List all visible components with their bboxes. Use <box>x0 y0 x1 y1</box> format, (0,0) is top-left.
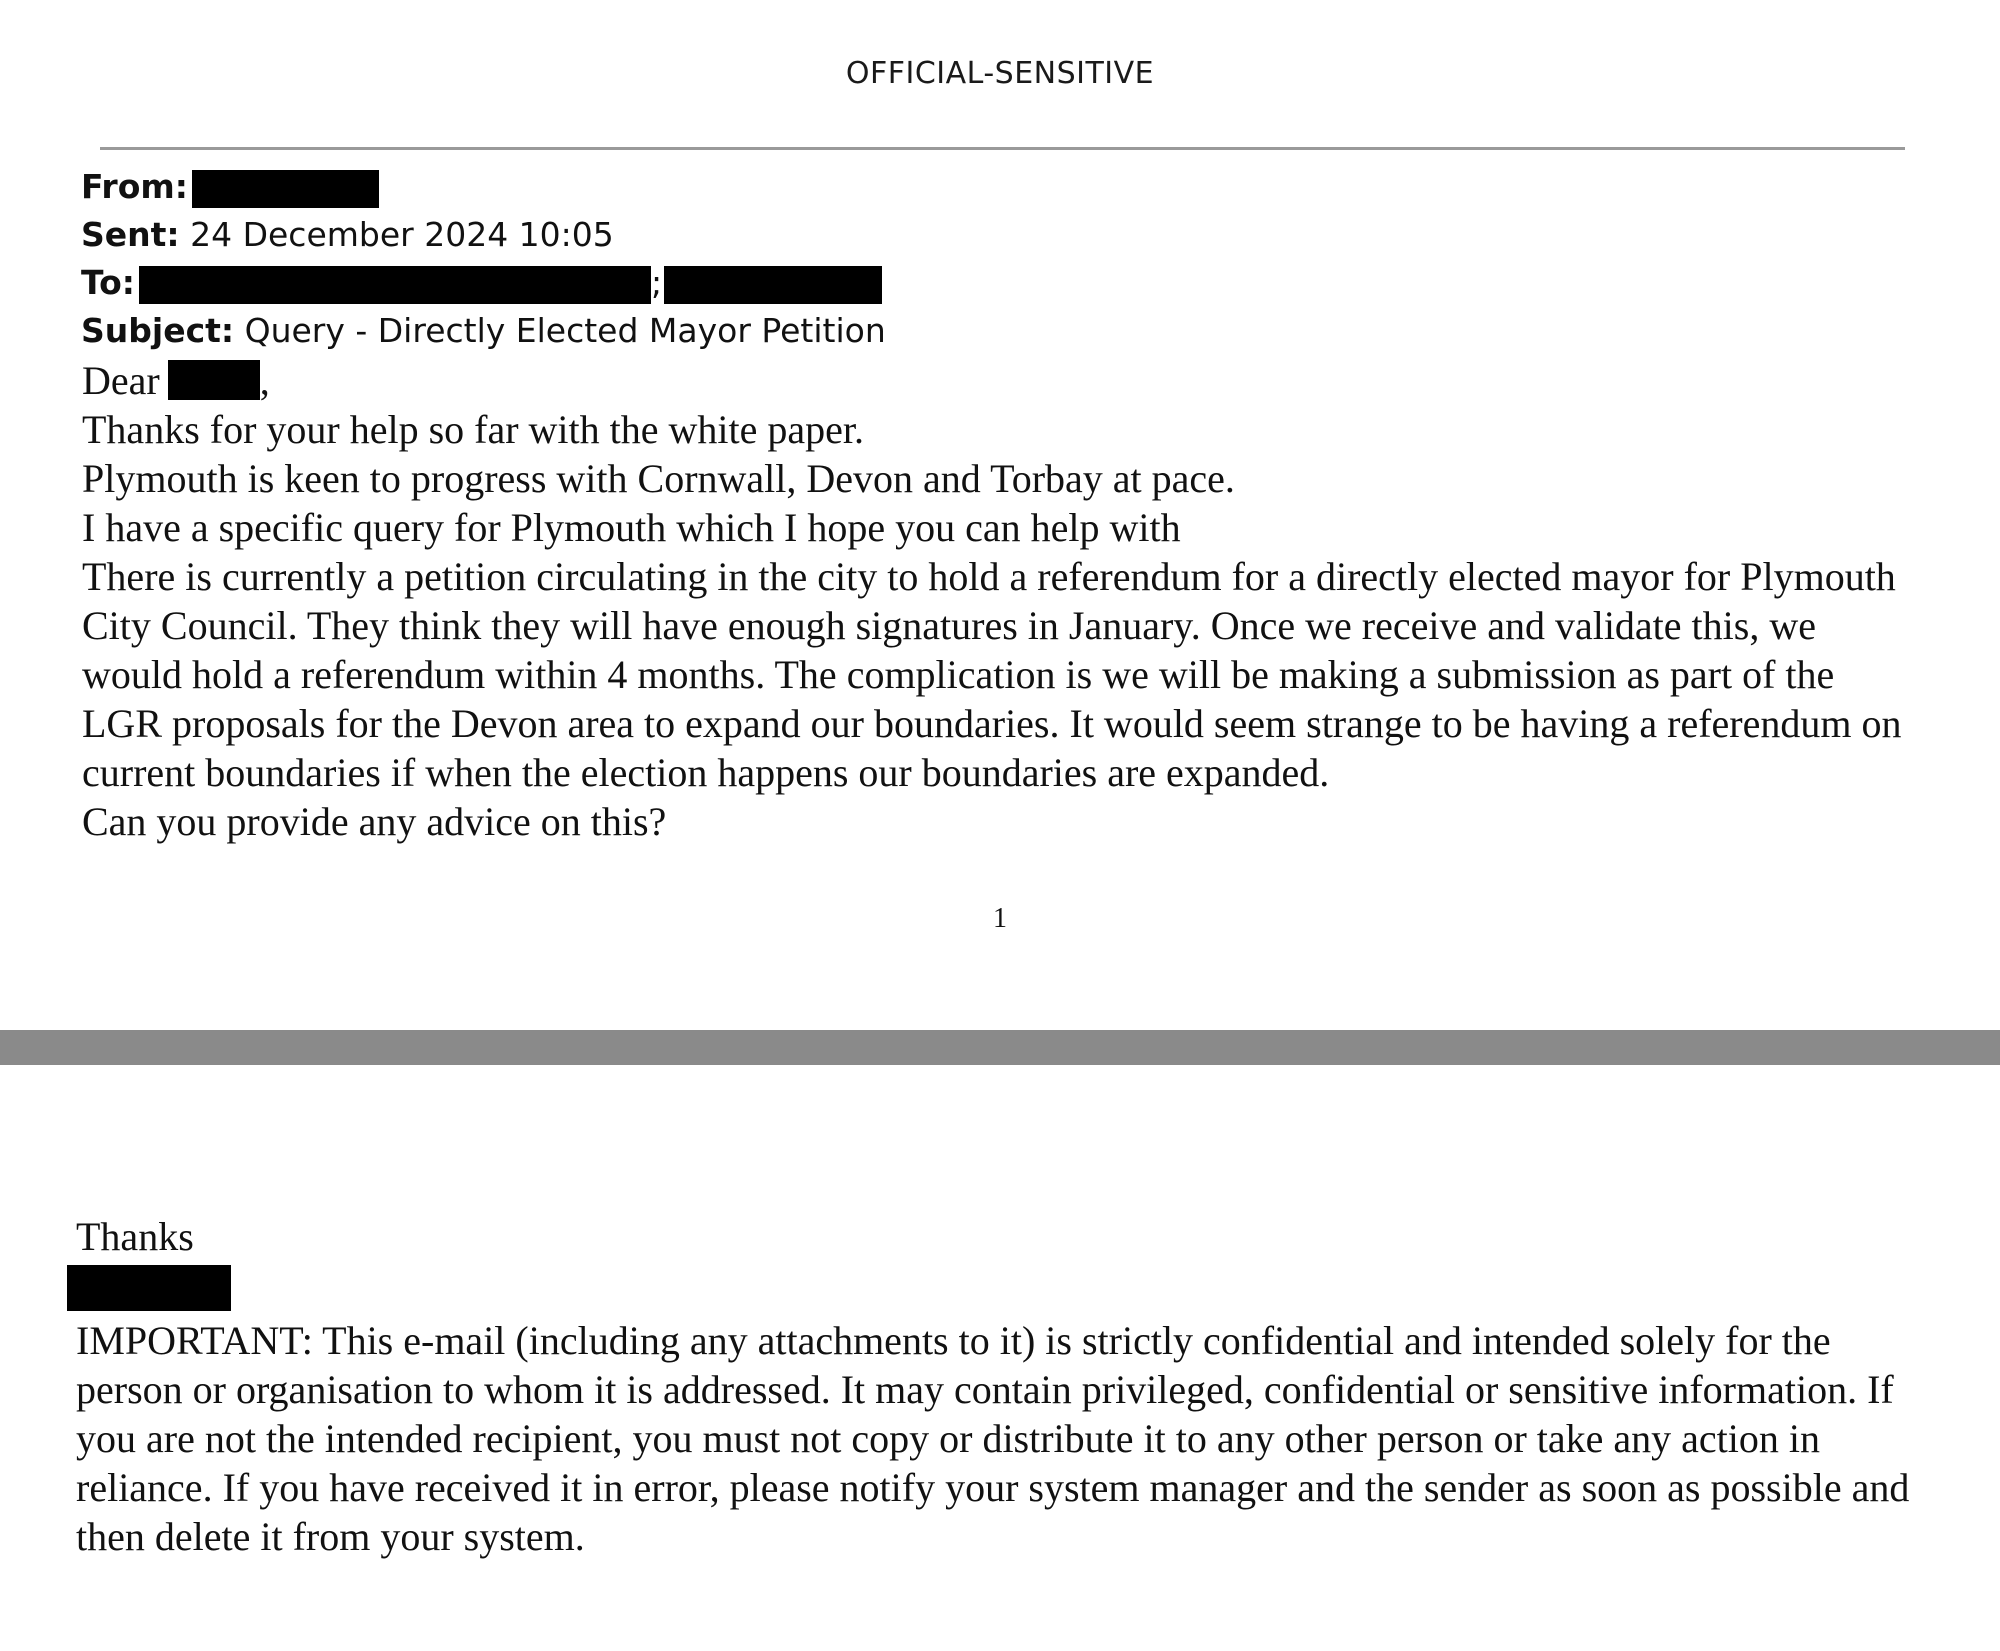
sent-label: Sent: <box>81 215 180 254</box>
signoff: Thanks <box>76 1214 194 1259</box>
to-line <box>81 259 886 307</box>
greeting-line <box>82 356 1912 405</box>
redacted-recipient-name <box>168 360 260 400</box>
body-paragraph-2: Plymouth is keen to progress with Cornwall, Devon and Torbay at pace. <box>82 456 1235 501</box>
redacted-sender <box>192 170 379 208</box>
email-header <box>81 163 886 355</box>
subject-text: Query - Directly Elected Mayor Petition <box>234 311 886 350</box>
classification-marking: OFFICIAL-SENSITIVE <box>845 56 1155 91</box>
page-number: 1 <box>993 903 1007 934</box>
to-label: To: <box>81 263 135 302</box>
recipient-separator: ; <box>651 263 663 302</box>
from-line <box>81 163 886 211</box>
greeting-comma: , <box>259 358 270 403</box>
redacted-recipient-2 <box>664 266 882 304</box>
greeting: Dear <box>82 358 160 403</box>
subject-label: Subject: <box>81 311 235 350</box>
header-divider <box>100 147 1905 150</box>
sent-date: 24 December 2024 10:05 <box>179 215 614 254</box>
redacted-signature <box>67 1265 231 1311</box>
subject-line <box>81 307 886 355</box>
email-body <box>82 356 1912 846</box>
from-label: From: <box>81 167 188 206</box>
redacted-recipient-1 <box>139 266 651 304</box>
body-paragraph-4: There is currently a petition circulating in the city to hold a referendum for a directly elected mayor for Plymouth City Council. They think they will have enough signatures in January. Once we receive and validate this, we would hold a referendum within 4 months. The complication is we will be making a submission as part of the LGR proposals for the Devon area to expand our boundaries. It would seem strange to be having a referendum on current boundaries if when the election happens our boundaries are expanded. <box>82 554 1902 795</box>
sent-line <box>81 211 886 259</box>
confidentiality-disclaimer: IMPORTANT: This e-mail (including any attachments to it) is strictly confidential and intended solely for the person or organisation to whom it is addressed. It may contain privileged, confidential or sensitive information. If you are not the intended recipient, you must not copy or distribute it to any other person or take any action in reliance. If you have received it in error, please notify your system manager and the sender as soon as possible and then delete it from your system. <box>76 1318 1910 1559</box>
body-paragraph-3: I have a specific query for Plymouth which I hope you can help with <box>82 505 1181 550</box>
page-separator <box>0 1030 2000 1065</box>
body-paragraph-1: Thanks for your help so far with the white paper. <box>82 407 865 452</box>
body-paragraph-5: Can you provide any advice on this? <box>82 799 667 844</box>
